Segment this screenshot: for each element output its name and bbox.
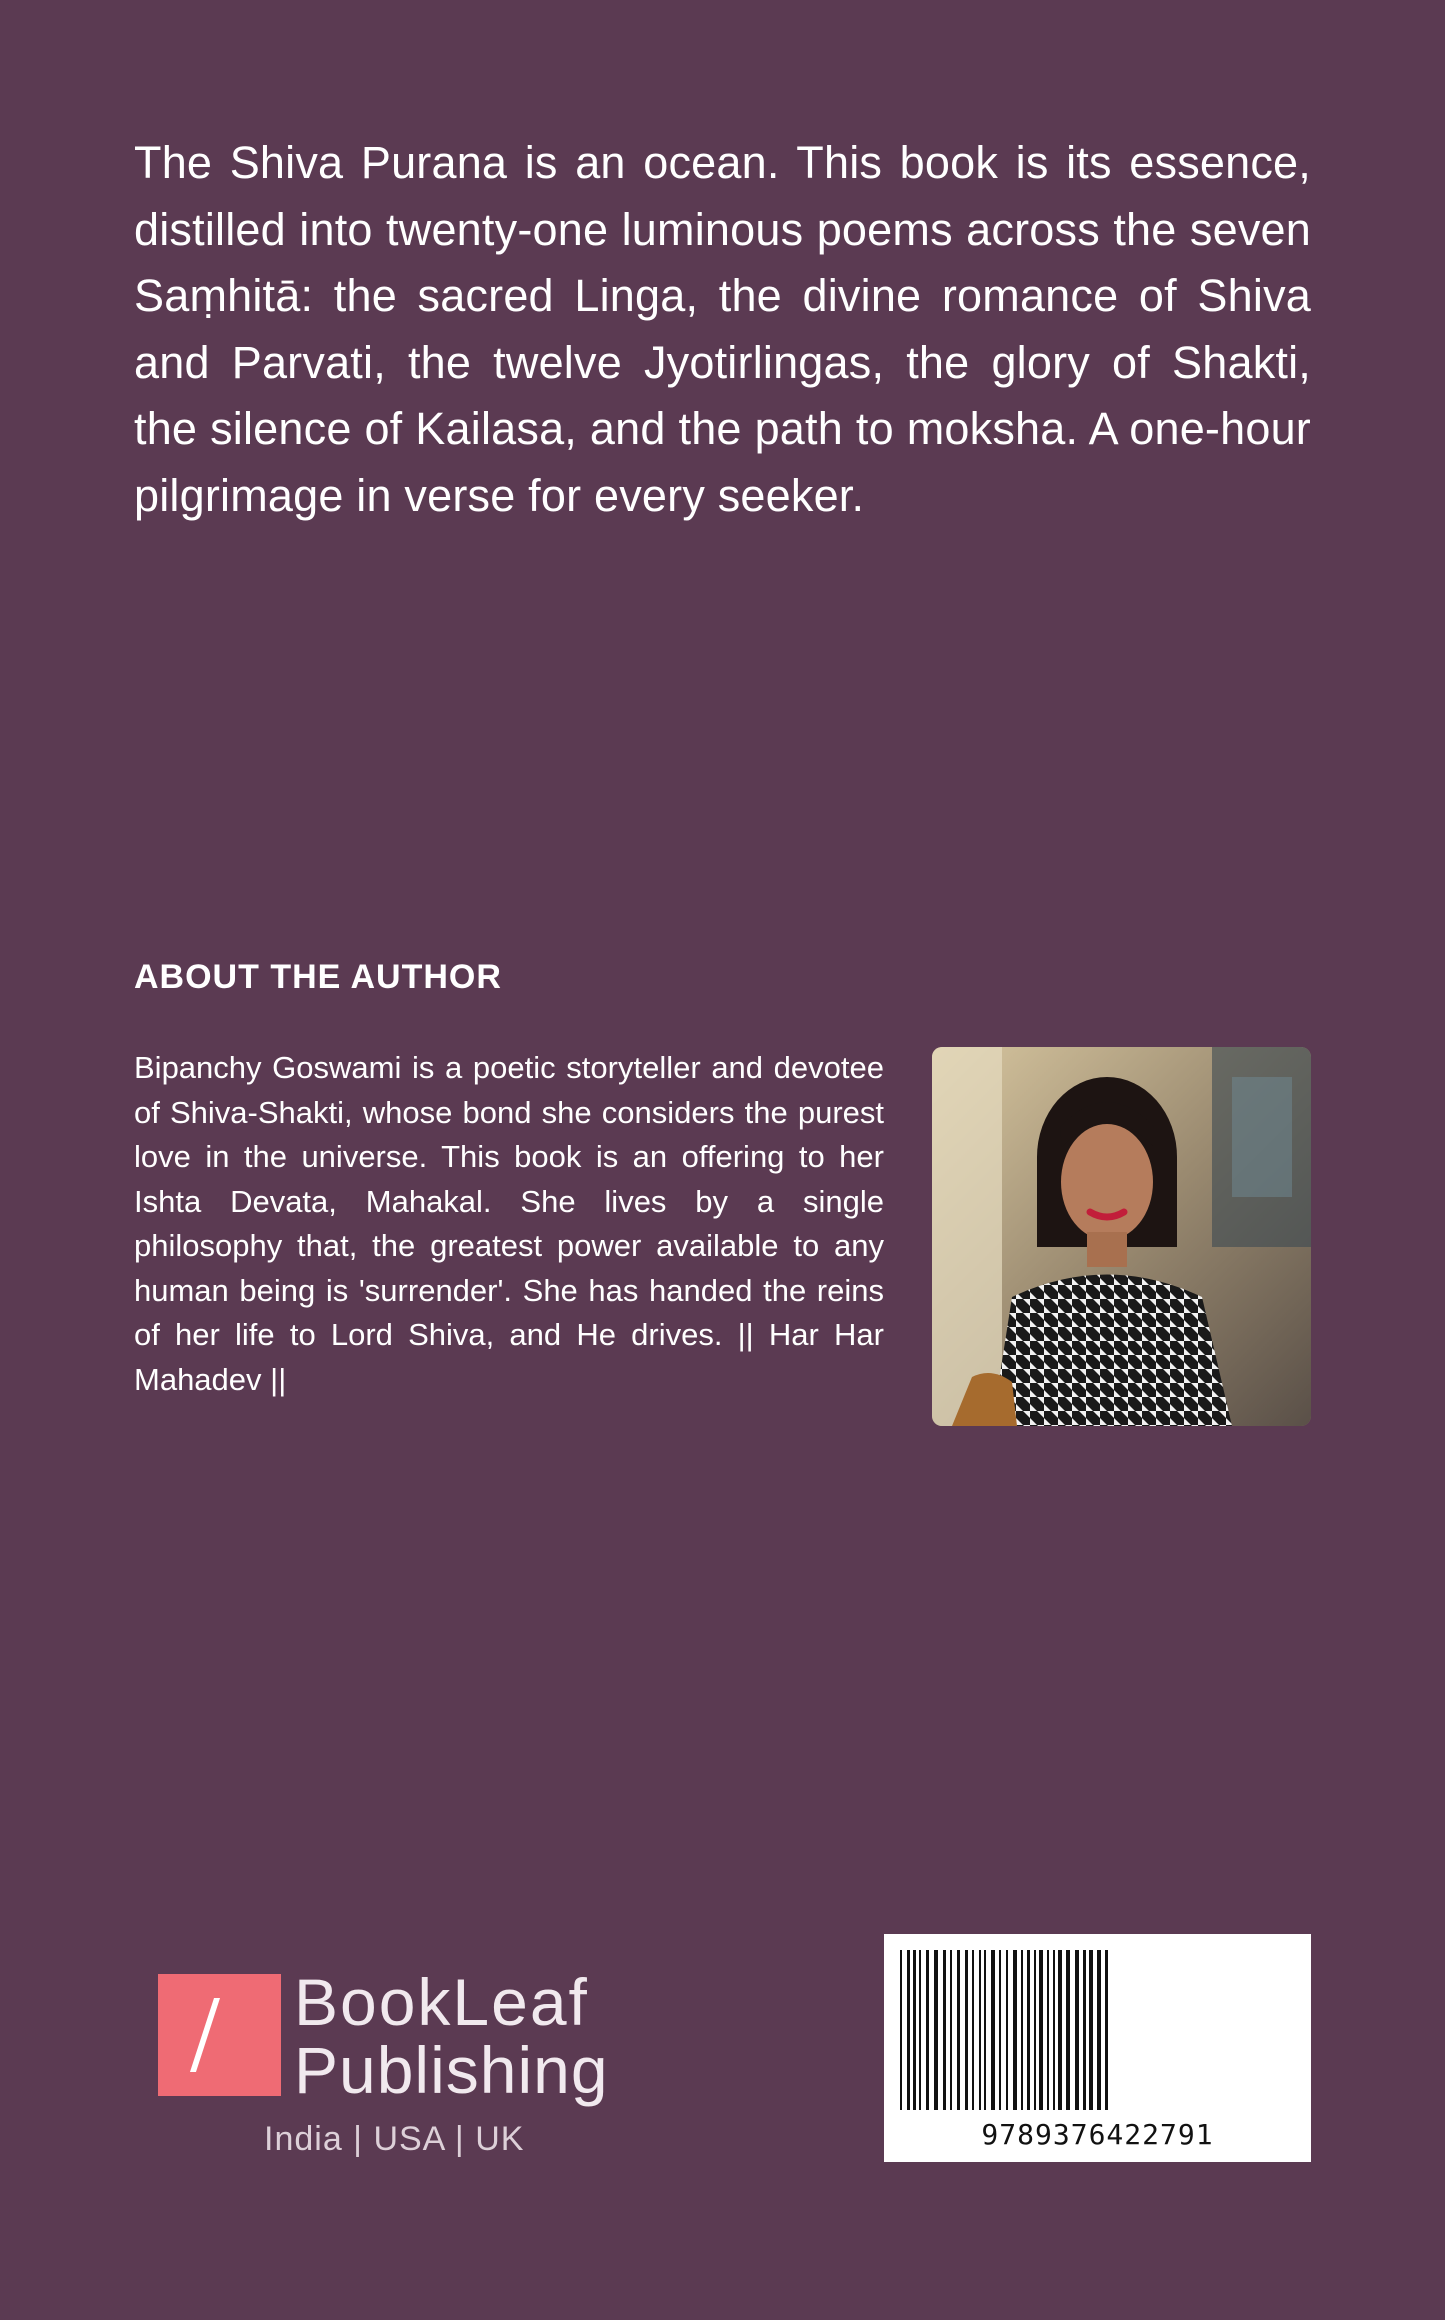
barcode-bar	[979, 1950, 981, 2110]
publisher-logo	[158, 1965, 609, 2124]
barcode-bar	[965, 1950, 968, 2110]
isbn-number: 9789376422791	[981, 2118, 1214, 2151]
barcode-bars	[900, 1950, 1295, 2110]
barcode-bar	[1034, 1950, 1036, 2110]
barcode-bar	[1058, 1950, 1062, 2110]
isbn-barcode	[884, 1934, 1311, 2162]
barcode-bar	[1039, 1950, 1043, 2110]
barcode-bar	[1075, 1950, 1079, 2110]
barcode-bar	[1066, 1950, 1070, 2110]
barcode-bar	[1013, 1950, 1017, 2110]
barcode-bar	[1027, 1950, 1030, 2110]
barcode-bar	[1097, 1950, 1101, 2110]
barcode-bar	[957, 1950, 960, 2110]
about-author-heading: ABOUT THE AUTHOR	[134, 958, 502, 996]
back-cover-blurb: The Shiva Purana is an ocean. This book is its essence, distilled into twenty-one luminous poems across the seven Saṃhitā: the sacred Linga, the divine romance of Shiva and Parvati, the twelve Jyotirlingas, the glory of Shakti, the silence of Kailasa, and the path to moksha. A one-hour pilgrimage in verse for every seeker.	[134, 137, 1311, 521]
barcode-bar	[1105, 1950, 1108, 2110]
barcode-bar	[1083, 1950, 1086, 2110]
barcode-bar	[972, 1950, 974, 2110]
barcode-bar	[913, 1950, 916, 2110]
publisher-logo-mark	[158, 1974, 281, 2096]
barcode-bar	[984, 1950, 986, 2110]
author-bio: Bipanchy Goswami is a poetic storyteller and devotee of Shiva-Shakti, whose bond she considers the purest love in the universe. This book is an offering to her Ishta Devata, Mahakal. She lives by a single philosophy that, the greatest power available to any human being is 'surrender'. She has handed the reins of her life to Lord Shiva, and He drives. || Har Har Mahadev ||	[134, 1050, 884, 1397]
barcode-bar	[934, 1950, 938, 2110]
barcode-bar	[999, 1950, 1001, 2110]
barcode-bar	[943, 1950, 946, 2110]
publisher-name-line1: BookLeaf	[294, 1965, 589, 2039]
publisher-regions: India | USA | UK	[264, 2120, 525, 2158]
barcode-bar	[1053, 1950, 1055, 2110]
author-photo	[932, 1047, 1311, 1426]
barcode-bar	[950, 1950, 952, 2110]
barcode-bar	[919, 1950, 921, 2110]
barcode-bar	[1047, 1950, 1049, 2110]
publisher-name-line2: Publishing	[294, 2033, 609, 2107]
barcode-bar	[900, 1950, 902, 2110]
barcode-bar	[991, 1950, 995, 2110]
barcode-bar	[907, 1950, 910, 2110]
barcode-bar	[1089, 1950, 1093, 2110]
barcode-bar	[1021, 1950, 1023, 2110]
barcode-bar	[1006, 1950, 1008, 2110]
barcode-bar	[926, 1950, 929, 2110]
slash-icon	[190, 1998, 220, 2072]
